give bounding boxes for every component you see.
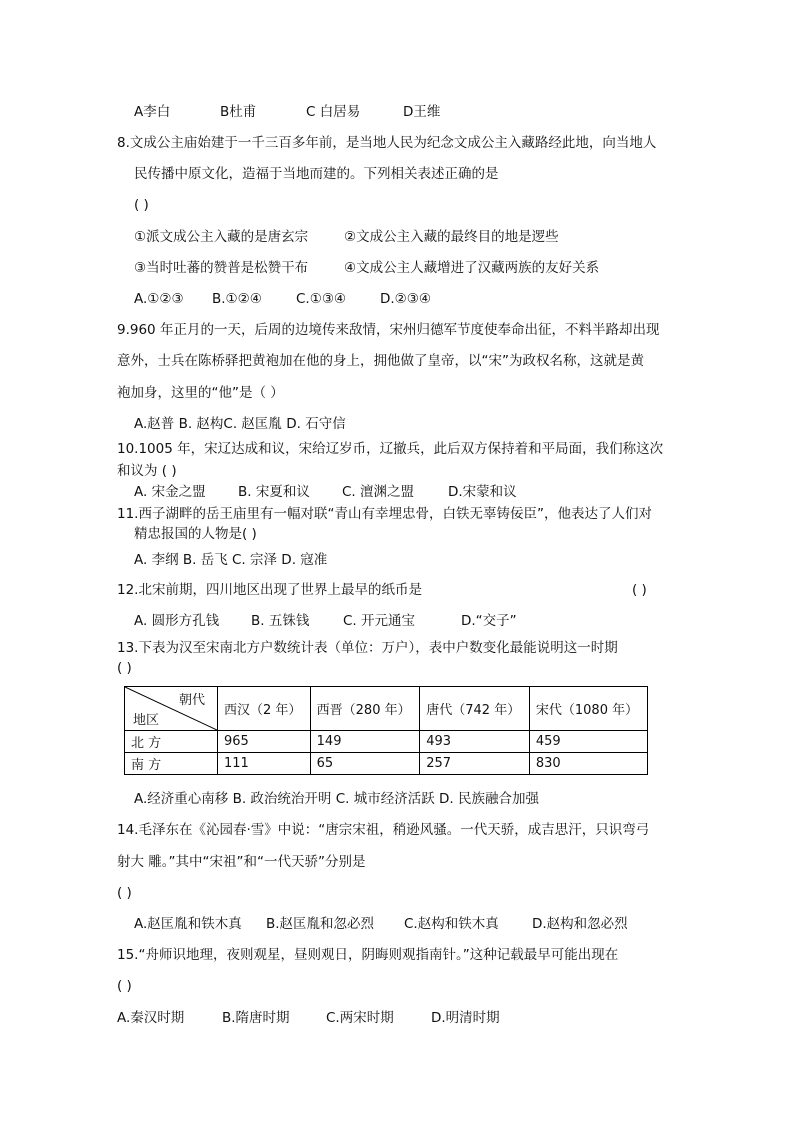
q15-answer-paren[interactable]: ( ) (117, 978, 132, 994)
q14-option-c[interactable]: C.赵构和铁木真 (404, 916, 499, 932)
q10-option-b[interactable]: B. 宋夏和议 (238, 484, 310, 500)
table-cell: 493 (420, 731, 530, 753)
table-corner-cell (125, 687, 218, 731)
q12-option-d[interactable]: D.“交子” (461, 613, 517, 629)
q7-option-a[interactable]: A李白 (134, 104, 171, 120)
q15-stem-line1: 15.“舟师识地理，夜则观星，昼则观日，阴晦则观指南针。”这种记载最早可能出现在 (117, 947, 619, 963)
household-statistics-table (124, 686, 648, 775)
q9-stem-line1: 9.960 年正月的一天，后周的边境传来敌情，宋州归德军节度使奉命出征，不料半路却出现 (117, 322, 660, 338)
table-region-cell: 南 方 (125, 753, 218, 775)
q8-statement-1: ①派文成公主入藏的是唐玄宗 (134, 229, 309, 245)
q10-stem-line2[interactable]: 和议为 ( ) (117, 463, 177, 479)
table-region-cell: 北 方 (125, 731, 218, 753)
q8-statement-4: ④文成公主人藏增进了汉藏两族的友好关系 (344, 260, 600, 276)
q15-option-a[interactable]: A.秦汉时期 (117, 1010, 185, 1026)
q7-options (134, 103, 440, 121)
q14-option-a[interactable]: A.赵匡胤和铁木真 (134, 916, 242, 932)
q14-option-d[interactable]: D.赵构和忽必烈 (532, 916, 628, 932)
q12-option-c[interactable]: C. 开元通宝 (343, 613, 416, 629)
table-row-north (125, 731, 648, 753)
q14-options (134, 915, 628, 933)
q8-stem-line2: 民传播中原文化，造福于当地而建的。下列相关表述正确的是 (134, 166, 499, 182)
corner-dynasty-label: 朝代 (178, 693, 205, 708)
q11-stem-line2[interactable]: 精忠报国的人物是( ) (134, 526, 257, 542)
q14-stem-line1: 14.毛泽东在《沁园春·雪》中说：“唐宗宋祖，稍逊风骚。一代天骄，成吉思汗，只识弯弓 (117, 822, 650, 838)
q7-option-d[interactable]: D王维 (403, 104, 441, 120)
corner-region-label: 地区 (133, 713, 160, 728)
q8-option-a[interactable]: A.①②③ (134, 291, 184, 307)
q8-options (134, 290, 431, 308)
q11-options[interactable]: A. 李纲 B. 岳飞 C. 宗泽 D. 寇准 (134, 552, 328, 568)
table-header-row (125, 687, 648, 731)
q8-statement-3: ③当时吐蕃的赞普是松赞干布 (134, 260, 309, 276)
q10-option-a[interactable]: A. 宋金之盟 (134, 484, 206, 500)
table-cell: 830 (529, 753, 647, 775)
table-header-cell: 西晋（280 年） (310, 687, 420, 731)
q9-options[interactable]: A.赵普 B. 赵构C. 赵匡胤 D. 石守信 (134, 416, 346, 432)
table-cell: 111 (218, 753, 311, 775)
q12-stem: 12.北宋前期，四川地区出现了世界上最早的纸币是 (117, 582, 422, 598)
q12-answer-paren[interactable]: ( ) (632, 582, 647, 598)
q10-option-d[interactable]: D.宋蒙和议 (448, 484, 517, 500)
q7-option-b[interactable]: B杜甫 (220, 104, 257, 120)
q15-option-b[interactable]: B.隋唐时期 (222, 1010, 290, 1026)
q12-options (134, 612, 517, 630)
q8-option-b[interactable]: B.①②④ (212, 291, 262, 307)
q8-statement-2: ②文成公主入藏的最终目的地是逻些 (344, 229, 559, 245)
q13-options[interactable]: A.经济重心南移 B. 政治统治开明 C. 城市经济活跃 D. 民族融合加强 (134, 791, 539, 807)
q8-option-c[interactable]: C.①③④ (296, 291, 347, 307)
q10-options (134, 483, 517, 501)
table-header-cell: 西汉（2 年） (218, 687, 311, 731)
q12-option-b[interactable]: B. 五铢钱 (251, 613, 310, 629)
q8-answer-paren[interactable]: ( ) (134, 197, 149, 213)
q15-option-c[interactable]: C.两宋时期 (326, 1010, 394, 1026)
table-header-cell: 宋代（1080 年） (529, 687, 647, 731)
table-header-cell: 唐代（742 年） (420, 687, 530, 731)
q14-option-b[interactable]: B.赵匡胤和忽必烈 (266, 916, 375, 932)
q15-option-d[interactable]: D.明清时期 (431, 1010, 500, 1026)
q15-options (117, 1009, 500, 1027)
q10-stem-line1: 10.1005 年，宋辽达成和议，宋给辽岁币，辽撤兵，此后双方保持着和平局面，我们称这次 (117, 441, 664, 457)
q13-stem-line1: 13.下表为汉至宋南北方户数统计表（单位：万户），表中户数变化最能说明这一时期 (117, 640, 618, 656)
table-cell: 257 (420, 753, 530, 775)
q14-answer-paren[interactable]: ( ) (117, 885, 132, 901)
table-cell: 65 (310, 753, 420, 775)
q13-stem-line2[interactable]: ( ) (117, 660, 132, 676)
q8-option-d[interactable]: D.②③④ (380, 291, 431, 307)
q11-stem-line1: 11.西子湖畔的岳王庙里有一幅对联“青山有幸埋忠骨，白铁无辜铸佞臣”，他表达了人们对 (117, 506, 652, 522)
q14-stem-line2: 射大 雕。”其中“宋祖”和“一代天骄”分别是 (117, 854, 366, 870)
table-cell: 965 (218, 731, 311, 753)
q7-option-c[interactable]: C 白居易 (306, 104, 361, 120)
q9-stem-line3: 袍加身，这里的“他”是（ ） (117, 385, 284, 401)
q9-stem-line2: 意外，士兵在陈桥驿把黄袍加在他的身上，拥他做了皇帝，以“宋”为政权名称，这就是黄 (117, 353, 644, 369)
q8-stem-line1: 8.文成公主庙始建于一千三百多年前，是当地人民为纪念文成公主入藏路经此地，向当地人 (117, 135, 657, 151)
q10-option-c[interactable]: C. 澶渊之盟 (342, 484, 415, 500)
table-row-south (125, 753, 648, 775)
table-cell: 149 (310, 731, 420, 753)
table-cell: 459 (529, 731, 647, 753)
q12-option-a[interactable]: A. 圆形方孔钱 (134, 613, 220, 629)
